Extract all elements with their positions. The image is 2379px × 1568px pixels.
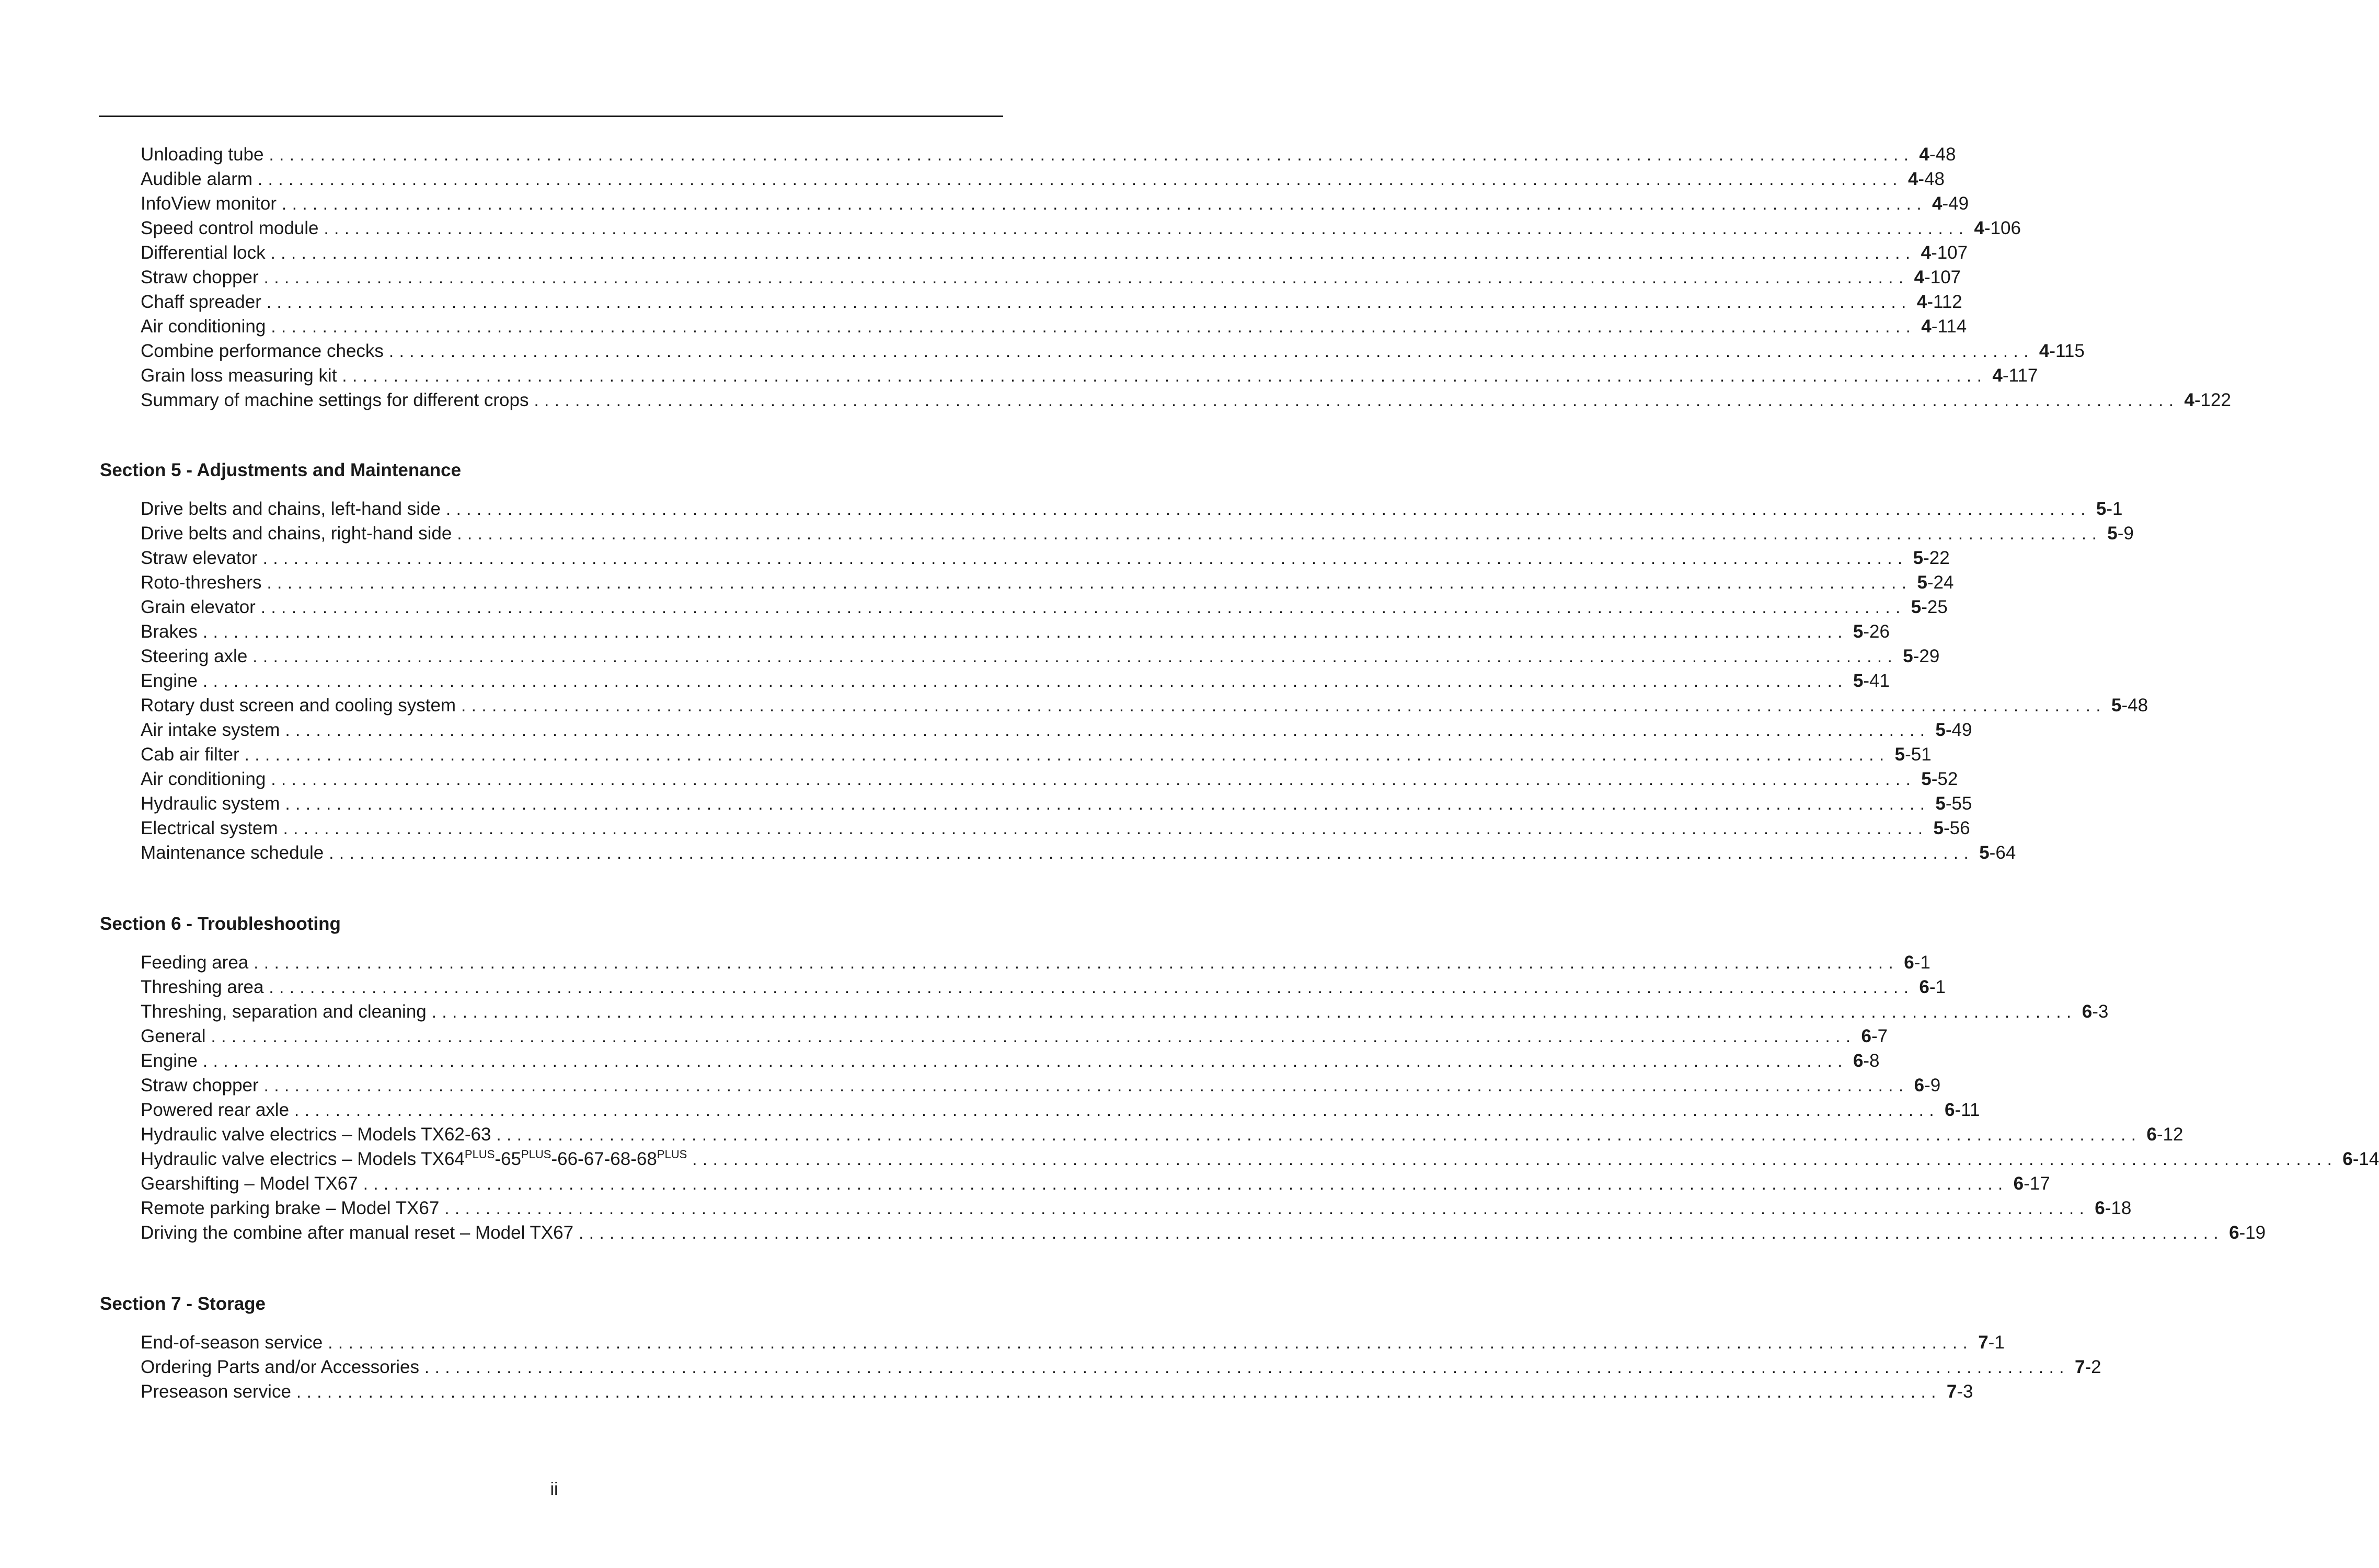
toc-entry-title: Cab air filter — [141, 744, 239, 765]
toc-entry-title: Air conditioning — [141, 769, 266, 789]
toc-entry[interactable] — [141, 1220, 2266, 1245]
toc-entry-page — [1899, 950, 1930, 975]
dot-leader: ................................................................................................................................................................ — [270, 243, 1916, 262]
toc-entry-section-number: 4 — [1907, 169, 1918, 189]
dot-leader: ................................................................................................................................................................ — [211, 1027, 1856, 1046]
toc-entry-section-number: 4 — [1919, 144, 1929, 165]
toc-section-4-entries — [141, 142, 2231, 412]
toc-entry-page-number: -3 — [1957, 1381, 1973, 1402]
dot-leader: ................................................................................................................................................................ — [202, 671, 1848, 690]
dot-leader: ................................................................................................................................................................ — [202, 622, 1848, 641]
toc-entry-section-number: 4 — [1914, 267, 1925, 287]
toc-entry-page-number: -9 — [1924, 1075, 1941, 1096]
toc-entry-title: Air intake system — [141, 720, 280, 740]
dot-leader: ................................................................................................................................................................ — [266, 292, 1912, 312]
toc-entry-title: Hydraulic valve electrics – Models TX62-63 — [141, 1124, 491, 1145]
toc-entry-page-number: -18 — [2105, 1198, 2132, 1218]
toc-entry-page-number: -19 — [2239, 1223, 2266, 1243]
toc-entry-page-number: -49 — [1945, 720, 1972, 740]
toc-entry-page — [1927, 191, 1969, 216]
toc-entry[interactable] — [141, 265, 1961, 290]
toc-entry-section-number: 5 — [1933, 818, 1944, 838]
dot-leader: ................................................................................................................................................................ — [329, 843, 1974, 862]
toc-entry-page-number: -8 — [1863, 1051, 1880, 1071]
title-superscript: PLUS — [464, 1148, 495, 1161]
toc-entry-title: Remote parking brake – Model TX67 — [141, 1198, 440, 1218]
section-heading: Section 5 - Adjustments and Maintenance — [100, 460, 462, 480]
toc-entry-section-number: 6 — [2082, 1001, 2093, 1022]
dot-leader: ................................................................................................................................................................ — [363, 1174, 2008, 1193]
toc-entry-title: Preseason service — [141, 1381, 291, 1402]
toc-entry-title: Electrical system — [141, 818, 278, 838]
title-part: -66-67-68-68 — [551, 1149, 657, 1169]
toc-entry-title: General — [141, 1026, 206, 1046]
toc-entry-page — [2091, 497, 2123, 521]
toc-entry-title: Drive belts and chains, left-hand side — [141, 499, 441, 519]
toc-entry-section-number: 4 — [1921, 316, 1932, 337]
toc-entry-page-number: -117 — [2002, 365, 2038, 386]
toc-entry[interactable] — [141, 191, 1969, 216]
toc-section-6-entries — [141, 950, 2379, 1245]
dot-leader: ................................................................................................................................................................ — [424, 1357, 2070, 1377]
toc-entry-section-number: 5 — [1903, 646, 1913, 666]
toc-entry-section-number: 6 — [1861, 1026, 1871, 1046]
toc-entry-section-number: 4 — [1932, 193, 1943, 214]
toc-entry[interactable] — [141, 999, 2109, 1024]
toc-entry-page — [2070, 1355, 2101, 1379]
toc-entry-title: Hydraulic system — [141, 793, 280, 814]
dot-leader: ................................................................................................................................................................ — [294, 1100, 1939, 1120]
toc-entry-page — [2106, 693, 2148, 718]
dot-leader: ................................................................................................................................................................ — [258, 169, 1903, 189]
toc-entry-section-number: 4 — [2184, 390, 2194, 410]
dot-leader: ................................................................................................................................................................ — [254, 953, 1899, 972]
dot-leader: ................................................................................................................................................................ — [263, 1076, 1909, 1095]
toc-entry-page — [1903, 167, 1945, 191]
toc-entry-section-number: 5 — [1913, 548, 1924, 568]
toc-entry-section-number: 6 — [1904, 952, 1914, 973]
section-heading: Section 7 - Storage — [100, 1294, 266, 1314]
dot-leader: ................................................................................................................................................................ — [271, 769, 1916, 789]
toc-entry-section-number: 5 — [1917, 572, 1927, 593]
toc-entry-page — [2102, 521, 2134, 546]
dot-leader: ................................................................................................................................................................ — [269, 145, 1914, 164]
toc-entry-page-number: -29 — [1913, 646, 1940, 666]
toc-entry-page — [1908, 546, 1950, 570]
toc-entry[interactable] — [141, 1122, 2183, 1147]
toc-entry-section-number: 7 — [2074, 1357, 2085, 1377]
toc-entry-page-number: -55 — [1945, 793, 1972, 814]
toc-entry-page — [1928, 816, 1970, 840]
dot-leader: ................................................................................................................................................................ — [285, 794, 1930, 813]
toc-entry-section-number: 5 — [2111, 695, 2122, 716]
toc-entry[interactable] — [141, 363, 2038, 388]
toc-entry[interactable] — [141, 1330, 2005, 1355]
toc-entry-title: Driving the combine after manual reset – Model TX67 — [141, 1223, 574, 1243]
toc-entry-section-number: 6 — [2095, 1198, 2105, 1218]
dot-leader: ................................................................................................................................................................ — [692, 1149, 2338, 1169]
toc-entry-page-number: -122 — [2194, 390, 2231, 410]
dot-leader: ................................................................................................................................................................ — [534, 390, 2179, 410]
toc-entry-page-number: -14 — [2352, 1149, 2379, 1169]
title-part: -65 — [495, 1149, 521, 1169]
dot-leader: ................................................................................................................................................................ — [324, 218, 1969, 238]
toc-entry-page — [1930, 718, 1972, 742]
toc-entry-page — [2141, 1122, 2183, 1147]
section-heading: Section 6 - Troubleshooting — [100, 914, 341, 934]
toc-entry[interactable] — [141, 497, 2123, 521]
toc-entry-section-number: 6 — [1919, 977, 1929, 997]
toc-entry-page — [2089, 1196, 2131, 1220]
dot-leader: ................................................................................................................................................................ — [282, 194, 1927, 213]
toc-entry-page — [1848, 1048, 1880, 1073]
toc-entry-page-number: -48 — [1918, 169, 1945, 189]
toc-entry-section-number: 6 — [2013, 1173, 2024, 1194]
toc-entry-page — [1974, 840, 2016, 865]
toc-entry[interactable] — [141, 1355, 2101, 1379]
toc-entry-title: Straw chopper — [141, 1075, 259, 1096]
dot-leader: ................................................................................................................................................................ — [269, 977, 1914, 997]
toc-entry-title: Roto-threshers — [141, 572, 262, 593]
top-rule — [99, 116, 1003, 117]
toc-entry-page-number: -9 — [2117, 523, 2134, 544]
toc-entry-section-number: 4 — [1921, 243, 1932, 263]
toc-entry-section-number: 5 — [1935, 793, 1946, 814]
dot-leader: ................................................................................................................................................................ — [342, 366, 1987, 385]
dot-leader: ................................................................................................................................................................ — [496, 1125, 2142, 1144]
dot-leader: ................................................................................................................................................................ — [252, 647, 1898, 666]
toc-entry-page — [1898, 644, 1939, 668]
toc-entry-page — [1941, 1379, 1973, 1404]
toc-entry-section-number: 5 — [2096, 499, 2107, 519]
toc-entry[interactable] — [141, 742, 1932, 767]
title-superscript: PLUS — [657, 1148, 687, 1161]
toc-entry-title: Combine performance checks — [141, 341, 384, 361]
toc-entry-page-number: -11 — [1955, 1100, 1980, 1120]
toc-entry-page-number: -26 — [1863, 621, 1890, 642]
toc-entry-title: Maintenance schedule — [141, 843, 324, 863]
toc-entry-page — [2224, 1220, 2266, 1245]
toc-entry[interactable] — [141, 546, 1950, 570]
toc-entry-page — [1930, 791, 1972, 816]
toc-entry[interactable] — [141, 521, 2134, 546]
dot-leader: ................................................................................................................................................................ — [263, 268, 1909, 287]
toc-entry-section-number: 5 — [1894, 744, 1905, 765]
toc-entry-title: Engine — [141, 671, 198, 691]
dot-leader: ................................................................................................................................................................ — [271, 317, 1916, 336]
toc-entry-title: Grain elevator — [141, 597, 256, 617]
dot-leader: ................................................................................................................................................................ — [461, 696, 2107, 715]
toc-entry[interactable] — [141, 595, 1948, 619]
toc-entry-page — [1912, 570, 1953, 595]
toc-entry-title: InfoView monitor — [141, 193, 277, 214]
toc-entry[interactable] — [141, 693, 2148, 718]
toc-entry-title — [141, 1147, 692, 1171]
dot-leader: ................................................................................................................................................................ — [328, 1333, 1973, 1352]
toc-entry-section-number: 5 — [1911, 597, 1922, 617]
toc-entry[interactable] — [141, 388, 2231, 412]
dot-leader: ................................................................................................................................................................ — [244, 745, 1890, 764]
dot-leader: ................................................................................................................................................................ — [388, 341, 2034, 361]
toc-entry-page-number: -115 — [2049, 341, 2085, 361]
toc-entry[interactable] — [141, 718, 1972, 742]
toc-entry-page — [1973, 1330, 2005, 1355]
toc-entry-page-number: -106 — [1984, 218, 2021, 238]
toc-entry[interactable] — [141, 668, 1890, 693]
toc-entry[interactable] — [141, 1024, 1888, 1048]
toc-entry-title: Feeding area — [141, 952, 249, 973]
toc-entry-page — [1916, 767, 1958, 791]
dot-leader: ................................................................................................................................................................ — [431, 1002, 2077, 1021]
toc-entry-title: Air conditioning — [141, 316, 266, 337]
toc-entry-page — [1914, 975, 1946, 999]
toc-entry[interactable] — [141, 339, 2085, 363]
toc-entry-page-number: -52 — [1931, 769, 1958, 789]
toc-entry-page-number: -17 — [2024, 1173, 2050, 1194]
toc-entry-page — [1916, 240, 1968, 265]
toc-entry[interactable] — [141, 644, 1940, 668]
toc-entry-page-number: -1 — [2106, 499, 2123, 519]
page-number: ii — [550, 1479, 558, 1499]
toc-entry-page — [1912, 290, 1962, 314]
toc-entry-page — [1848, 668, 1890, 693]
toc-entry-section-number: 6 — [2342, 1149, 2353, 1169]
toc-entry-title: Powered rear axle — [141, 1100, 290, 1120]
toc-entry-page-number: -1 — [1929, 977, 1946, 997]
toc-entry-page — [1916, 314, 1967, 339]
toc-entry-title: Gearshifting – Model TX67 — [141, 1173, 358, 1194]
toc-entry-page — [1890, 742, 1932, 767]
toc-entry-section-number: 6 — [1853, 1051, 1864, 1071]
toc-entry-section-number: 7 — [1978, 1332, 1989, 1353]
toc-entry-page-number: -56 — [1943, 818, 1970, 838]
toc-entry-title: Rotary dust screen and cooling system — [141, 695, 456, 716]
toc-entry-page-number: -107 — [1931, 243, 1968, 263]
dot-leader: ................................................................................................................................................................ — [457, 524, 2102, 543]
toc-entry[interactable] — [141, 142, 1956, 167]
toc-section-7-entries — [141, 1330, 2101, 1404]
toc-entry[interactable] — [141, 216, 2021, 240]
toc-entry-title: Drive belts and chains, right-hand side — [141, 523, 452, 544]
toc-entry-title: Ordering Parts and/or Accessories — [141, 1357, 420, 1377]
toc-entry-section-number: 5 — [1853, 621, 1864, 642]
toc-entry-page-number: -48 — [1929, 144, 1956, 165]
dot-leader: ................................................................................................................................................................ — [444, 1198, 2090, 1218]
toc-entry-section-number: 7 — [1946, 1381, 1957, 1402]
toc-entry-section-number: 6 — [1945, 1100, 1955, 1120]
dot-leader: ................................................................................................................................................................ — [262, 548, 1908, 568]
toc-entry-page-number: -49 — [1942, 193, 1969, 214]
toc-entry-page — [2337, 1147, 2379, 1171]
toc-entry-section-number: 5 — [1921, 769, 1932, 789]
toc-entry[interactable] — [141, 1379, 1973, 1404]
dot-leader: ................................................................................................................................................................ — [202, 1051, 1848, 1070]
toc-entry-section-number: 4 — [1974, 218, 1984, 238]
toc-entry[interactable] — [141, 1171, 2050, 1196]
toc-entry-section-number: 6 — [2229, 1223, 2239, 1243]
toc-entry-page-number: -12 — [2156, 1124, 2183, 1145]
toc-entry-page — [1914, 142, 1956, 167]
toc-entry-page-number: -64 — [1989, 843, 2016, 863]
toc-entry-section-number: 5 — [1979, 843, 1990, 863]
toc-entry-page — [1987, 363, 2038, 388]
dot-leader: ................................................................................................................................................................ — [579, 1223, 2224, 1242]
dot-leader: ................................................................................................................................................................ — [296, 1382, 1941, 1401]
toc-entry-page — [1848, 619, 1890, 644]
toc-entry[interactable] — [141, 975, 1946, 999]
toc-entry-section-number: 4 — [1916, 292, 1927, 312]
toc-entry[interactable] — [141, 816, 1970, 840]
toc-entry-section-number: 5 — [1935, 720, 1946, 740]
toc-section-5-entries — [141, 497, 2148, 865]
toc-entry-page — [1856, 1024, 1888, 1048]
toc-entry-page-number: -3 — [2092, 1001, 2109, 1022]
toc-entry-page-number: -1 — [1988, 1332, 2005, 1353]
toc-entry-page-number: -24 — [1927, 572, 1954, 593]
toc-entry-title: Audible alarm — [141, 169, 252, 189]
toc-entry-page-number: -22 — [1923, 548, 1950, 568]
toc-entry-title: Chaff spreader — [141, 292, 261, 312]
toc-entry-section-number: 6 — [1914, 1075, 1925, 1096]
toc-entry-title: Straw chopper — [141, 267, 259, 287]
toc-entry-page-number: -1 — [1914, 952, 1930, 973]
toc-entry-title: Grain loss measuring kit — [141, 365, 337, 386]
toc-entry[interactable] — [141, 1048, 1880, 1073]
toc-entry[interactable] — [141, 1098, 1980, 1122]
toc-entry-section-number: 5 — [1853, 671, 1864, 691]
toc-entry-title: Threshing area — [141, 977, 264, 997]
toc-entry-title: Steering axle — [141, 646, 248, 666]
title-superscript: PLUS — [521, 1148, 551, 1161]
dot-leader: ................................................................................................................................................................ — [260, 597, 1906, 617]
title-part: Hydraulic valve electrics – Models TX64 — [141, 1149, 465, 1169]
dot-leader: ................................................................................................................................................................ — [267, 573, 1912, 592]
toc-entry[interactable] — [141, 290, 1962, 314]
toc-entry-title: Straw elevator — [141, 548, 258, 568]
toc-entry-page — [1909, 265, 1961, 290]
toc-entry-page-number: -114 — [1931, 316, 1967, 337]
toc-entry-section-number: 4 — [1992, 365, 2003, 386]
toc-entry-page-number: -112 — [1927, 292, 1962, 312]
toc-entry[interactable] — [141, 1196, 2132, 1220]
toc-entry-page — [1939, 1098, 1980, 1122]
toc-entry-page-number: -107 — [1924, 267, 1961, 287]
dot-leader: ................................................................................................................................................................ — [283, 818, 1928, 838]
toc-entry[interactable] — [141, 314, 1967, 339]
dot-leader: ................................................................................................................................................................ — [445, 499, 2091, 518]
toc-entry[interactable] — [141, 840, 2016, 865]
toc-entry[interactable] — [141, 240, 1968, 265]
toc-entry-title: Unloading tube — [141, 144, 264, 165]
toc-entry-title: Summary of machine settings for different crops — [141, 390, 529, 410]
toc-entry-section-number: 4 — [2039, 341, 2050, 361]
toc-entry-page — [2077, 999, 2109, 1024]
toc-entry[interactable] — [141, 570, 1954, 595]
toc-entry[interactable] — [141, 950, 1930, 975]
toc-entry-page-number: -7 — [1871, 1026, 1888, 1046]
toc-entry-page-number: -41 — [1863, 671, 1890, 691]
toc-entry[interactable] — [141, 1073, 1941, 1098]
toc-entry[interactable] — [141, 791, 1972, 816]
toc-entry[interactable] — [141, 1147, 2379, 1171]
toc-entry-page-number: -51 — [1905, 744, 1932, 765]
toc-entry-title: Speed control module — [141, 218, 319, 238]
toc-entry-page — [1909, 1073, 1941, 1098]
toc-entry-title: Differential lock — [141, 243, 266, 263]
toc-entry-section-number: 6 — [2146, 1124, 2157, 1145]
toc-entry-page-number: -25 — [1921, 597, 1948, 617]
toc-entry-page — [2179, 388, 2231, 412]
dot-leader: ................................................................................................................................................................ — [285, 720, 1930, 740]
toc-entry-title: Engine — [141, 1051, 198, 1071]
toc-entry-page-number: -48 — [2121, 695, 2148, 716]
toc-entry-page-number: -2 — [2085, 1357, 2101, 1377]
toc-entry-page — [2034, 339, 2085, 363]
toc-entry-section-number: 5 — [2107, 523, 2118, 544]
toc-entry-title: End-of-season service — [141, 1332, 323, 1353]
toc-entry[interactable] — [141, 167, 1945, 191]
toc-entry-title: Brakes — [141, 621, 198, 642]
toc-entry-title: Threshing, separation and cleaning — [141, 1001, 427, 1022]
toc-entry[interactable] — [141, 767, 1958, 791]
toc-entry-page — [1969, 216, 2021, 240]
toc-entry-page — [2008, 1171, 2050, 1196]
toc-entry-page — [1906, 595, 1948, 619]
toc-entry[interactable] — [141, 619, 1890, 644]
